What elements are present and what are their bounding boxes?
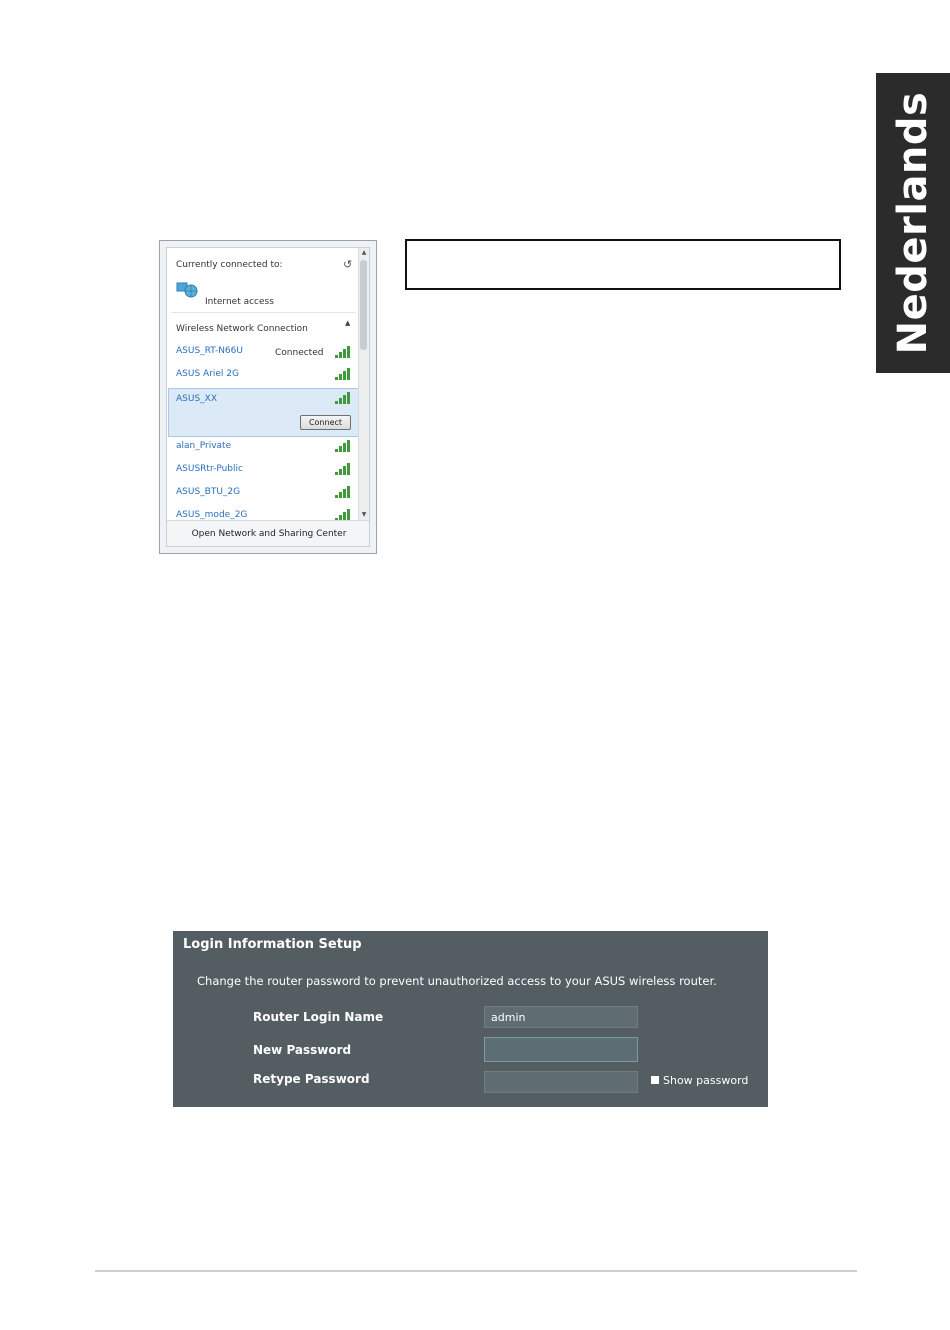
network-ssid[interactable]: ASUS_BTU_2G [176,487,241,497]
router-login-name-input[interactable] [484,1006,638,1028]
login-information-setup-panel [173,931,768,1107]
connect-button[interactable]: Connect [300,415,351,430]
panel-description: Change the router password to prevent unauthorized access to your ASUS wireless router. [197,974,717,988]
wifi-popup-footer [167,520,370,547]
network-list-scrollbar[interactable] [358,248,369,520]
signal-strength-icon [335,463,351,475]
open-network-sharing-center-link[interactable]: Open Network and Sharing Center [191,529,347,539]
network-list [167,248,360,520]
new-password-label: New Password [253,1043,352,1057]
checkbox-icon[interactable] [651,1076,659,1084]
retype-password-label: Retype Password [253,1072,370,1086]
language-label: Nederlands [890,91,936,355]
signal-strength-icon [335,392,351,404]
scroll-up-icon[interactable]: ▲ [361,249,367,256]
network-ssid[interactable]: alan_Private [176,441,232,451]
signal-strength-icon [335,346,351,358]
page-footer-divider [95,1270,857,1272]
signal-strength-icon [335,368,351,380]
network-status: Connected [275,348,324,358]
retype-password-input[interactable] [484,1071,638,1093]
network-ssid[interactable]: ASUS_RT-N66U [176,346,243,356]
network-globe-icon [176,281,198,299]
network-ssid[interactable]: ASUSRtr-Public [176,464,243,474]
network-ssid[interactable]: ASUS_mode_2G [176,510,248,520]
network-ssid[interactable]: ASUS_XX [176,394,218,404]
network-ssid[interactable]: ASUS Ariel 2G [176,369,239,379]
language-side-tab [876,73,950,373]
wireless-popup-content [166,247,370,547]
note-box [405,239,841,290]
router-login-name-label: Router Login Name [253,1010,384,1024]
scrollbar-thumb[interactable] [360,260,367,350]
signal-strength-icon [335,486,351,498]
collapse-arrow-icon[interactable]: ▲ [345,319,351,327]
show-password-checkbox[interactable] [651,1074,748,1087]
separator [171,312,356,313]
wireless-network-popup [159,240,377,554]
panel-title: Login Information Setup [183,937,362,952]
current-network-status: Internet access [205,297,274,307]
scroll-down-icon[interactable]: ▼ [361,511,367,518]
show-password-label: Show password [663,1074,749,1087]
signal-strength-icon [335,440,351,452]
currently-connected-header: Currently connected to: [176,260,283,270]
new-password-input[interactable] [484,1037,638,1062]
wireless-section-header: Wireless Network Connection [176,324,308,334]
refresh-icon[interactable]: ↺ [343,258,353,271]
